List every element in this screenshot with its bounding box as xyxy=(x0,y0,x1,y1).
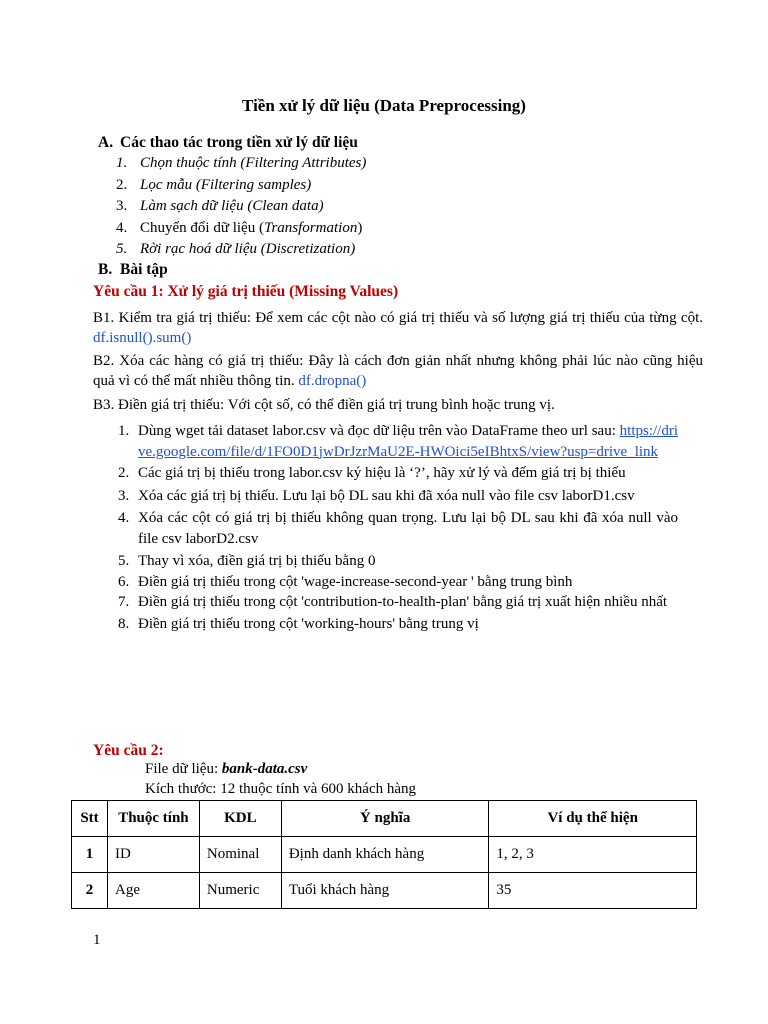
task-text: Chuyển đổi dữ liệu ( xyxy=(140,219,264,236)
b2-text: B2. Xóa các hàng có giá trị thiếu: Đây là cách đơn giản nhất nhưng không phải lúc nào cũng hiệu quả vì có thể mất nhiều thông tin. xyxy=(93,353,703,389)
task-number: 4. xyxy=(116,219,128,236)
step-text: Thay vì xóa, điền giá trị bị thiếu bằng 0 xyxy=(138,553,376,569)
step-item xyxy=(118,551,678,572)
table-header-row xyxy=(72,801,697,837)
task-text-italic: Transformation xyxy=(263,219,358,236)
cell-type: Nominal xyxy=(199,837,281,873)
file-info xyxy=(145,761,307,778)
step-text: Điền giá trị thiếu trong cột 'working-hours' bằng trung vị xyxy=(138,615,479,632)
step-number: 2. xyxy=(118,465,130,481)
section-b-title: Bài tập xyxy=(120,261,168,278)
col-header-stt: Stt xyxy=(72,801,108,837)
section-a-marker: A. xyxy=(98,134,114,151)
table-row xyxy=(72,873,697,909)
file-label: File dữ liệu: xyxy=(145,761,222,777)
task-number: 5. xyxy=(116,241,128,257)
step-item xyxy=(118,614,678,635)
task-text: Làm sạch dữ liệu (Clean data) xyxy=(140,198,324,214)
cell-stt: 2 xyxy=(72,873,108,909)
step-number: 5. xyxy=(118,553,130,569)
step-item xyxy=(118,572,678,593)
requirement-2-heading: Yêu cầu 2: xyxy=(93,742,164,759)
task-text: Chọn thuộc tính (Filtering Attributes) xyxy=(140,155,367,171)
task-text: Rời rạc hoá dữ liệu (Discretization) xyxy=(140,241,356,257)
task-item xyxy=(116,239,366,261)
col-header-attribute: Thuộc tính xyxy=(107,801,199,837)
task-item xyxy=(116,175,366,197)
step-number: 7. xyxy=(118,594,130,610)
step-text: Các giá trị bị thiếu trong labor.csv ký hiệu là ‘?’, hãy xử lý và đếm giá trị bị thiếu xyxy=(138,465,626,481)
task-item xyxy=(116,196,366,218)
page-title: Tiền xử lý dữ liệu (Data Preprocessing) xyxy=(242,96,526,115)
section-a-title: Các thao tác trong tiền xử lý dữ liệu xyxy=(120,134,358,151)
step-list xyxy=(118,421,678,634)
b1-paragraph xyxy=(93,308,703,348)
b3-paragraph: B3. Điền giá trị thiếu: Với cột số, có thể điền giá trị trung bình hoặc trung vị. xyxy=(93,397,555,413)
task-number: 3. xyxy=(116,198,128,214)
step-number: 8. xyxy=(118,615,130,632)
cell-attribute: ID xyxy=(107,837,199,873)
step-number: 6. xyxy=(118,573,130,590)
b1-code: df.isnull().sum() xyxy=(93,330,192,346)
step-text: Xóa các cột có giá trị bị thiếu không quan trọng. Lưu lại bộ DL sau khi đã xóa null vào file csv laborD2.csv xyxy=(138,510,678,547)
step-number: 4. xyxy=(118,510,130,526)
step-item xyxy=(118,592,678,613)
cell-meaning: Tuổi khách hàng xyxy=(281,873,489,909)
step-text: Điền giá trị thiếu trong cột 'wage-increase-second-year ' bằng trung bình xyxy=(138,573,573,590)
cell-example: 35 xyxy=(489,873,697,909)
col-header-example: Ví dụ thể hiện xyxy=(489,801,697,837)
step-item xyxy=(118,463,678,484)
b2-code: df.dropna() xyxy=(298,373,367,389)
cell-type: Numeric xyxy=(199,873,281,909)
cell-example: 1, 2, 3 xyxy=(489,837,697,873)
b2-paragraph xyxy=(93,351,703,391)
task-text: Lọc mẫu (Filtering samples) xyxy=(140,176,312,193)
col-header-meaning: Ý nghĩa xyxy=(281,801,489,837)
cell-stt: 1 xyxy=(72,837,108,873)
section-a-heading xyxy=(98,134,358,152)
task-item xyxy=(116,218,366,240)
step-number: 1. xyxy=(118,423,130,439)
b1-text: B1. Kiểm tra giá trị thiếu: Để xem các cột nào có giá trị thiếu và số lượng giá trị thiếu của từng cột. xyxy=(93,310,703,326)
table-row xyxy=(72,837,697,873)
col-header-type: KDL xyxy=(199,801,281,837)
task-list xyxy=(116,153,366,261)
dataset-link[interactable]: https://drive.google.com/file/d/1FO0D1jwDrJzrMaU2E-HWOici5eIBhtxS/view?usp=drive_link xyxy=(138,423,678,460)
step-text: Điền giá trị thiếu trong cột 'contribution-to-health-plan' bằng giá trị xuất hiện nhiều nhất xyxy=(138,594,668,610)
requirement-1-heading: Yêu cầu 1: Xử lý giá trị thiếu (Missing Values) xyxy=(93,283,399,300)
step-number: 3. xyxy=(118,487,130,504)
page-number: 1 xyxy=(93,932,101,948)
step-item xyxy=(118,421,678,462)
attribute-table xyxy=(71,800,697,909)
step-text: Xóa các giá trị bị thiếu. Lưu lại bộ DL sau khi đã xóa null vào file csv laborD1.csv xyxy=(138,487,635,504)
cell-attribute: Age xyxy=(107,873,199,909)
step-text: Dùng wget tải dataset labor.csv và đọc dữ liệu trên vào DataFrame theo url sau: xyxy=(138,423,620,439)
size-info: Kích thước: 12 thuộc tính và 600 khách hàng xyxy=(145,781,417,797)
section-b-heading xyxy=(98,261,168,279)
file-name: bank-data.csv xyxy=(221,761,308,777)
task-item xyxy=(116,153,366,175)
step-item xyxy=(118,508,678,549)
task-text-end: ) xyxy=(357,219,363,236)
section-b-marker: B. xyxy=(98,261,113,278)
task-number: 1. xyxy=(116,155,128,171)
cell-meaning: Định danh khách hàng xyxy=(281,837,489,873)
task-number: 2. xyxy=(116,176,128,193)
step-item xyxy=(118,486,678,507)
